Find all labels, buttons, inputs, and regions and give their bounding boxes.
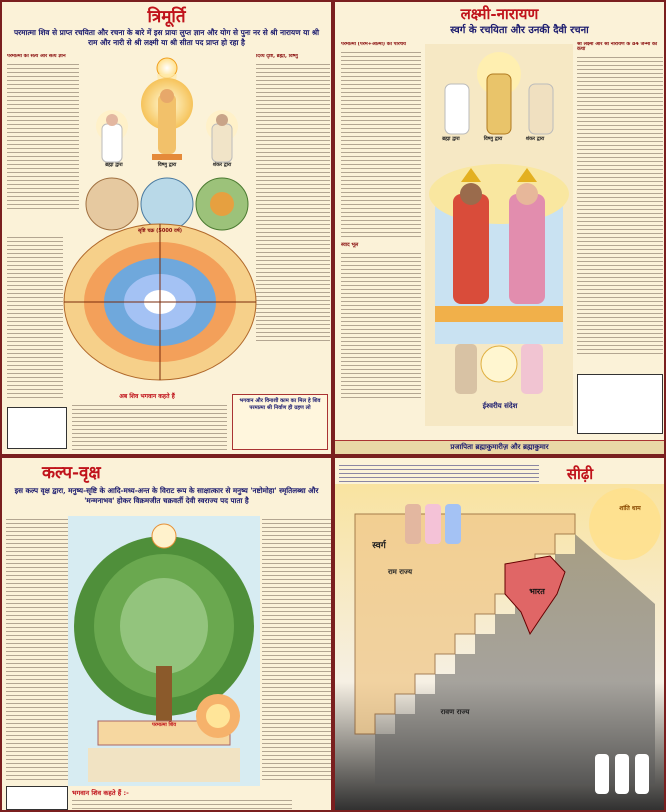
lakshmi-svg xyxy=(425,44,573,426)
text-lines xyxy=(262,516,332,781)
figure-label-shankar: शंकर द्वारा xyxy=(525,136,545,142)
tree-root-label: परमात्मा शिव xyxy=(151,722,177,728)
address-box xyxy=(6,786,68,810)
address-box xyxy=(7,407,67,449)
label-shanti-dham: शांति धाम xyxy=(619,505,641,512)
lakshmi-narayan-illustration xyxy=(425,44,573,426)
trimurti-mid-heading: दिव्य दृष्टि, ब्रह्मा, विष्णु xyxy=(256,54,298,59)
kalp-bottom-text xyxy=(72,797,292,811)
lakshmi-subtitle: स्वर्ग के रचयिता और उनकी दैवी रचना xyxy=(450,25,589,36)
trimurti-illustration xyxy=(82,54,252,244)
figure-label-shankar: शंकर द्वारा xyxy=(212,162,232,168)
trimurti-bottom-text xyxy=(72,402,227,452)
lakshmi-title: लक्ष्मी-नारायण xyxy=(460,5,539,23)
text-lines xyxy=(6,516,68,781)
text-lines xyxy=(7,234,63,399)
trimurti-left-text xyxy=(7,54,79,224)
trimurti-bottom-heading: अब शिव भगवान कहते हैं xyxy=(119,393,175,400)
trimurti-figures-svg xyxy=(82,54,252,244)
text-lines xyxy=(72,402,227,450)
kalp-bottom-heading: भगवान शिव कहते हैं :- xyxy=(72,789,129,797)
address-box xyxy=(577,374,663,434)
text-lines xyxy=(339,462,539,482)
text-lines xyxy=(7,61,79,211)
sidhi-svg xyxy=(335,484,666,812)
text-lines xyxy=(577,54,663,354)
text-lines xyxy=(72,797,292,811)
label-ravan-rajya: रावण राज्य xyxy=(440,708,470,716)
lakshmi-right-text xyxy=(577,42,663,372)
tree-svg xyxy=(68,516,260,786)
lakshmi-left-text xyxy=(341,42,421,412)
lakshmi-middle-heading: स्वाद भूल xyxy=(341,242,359,249)
kalp-title: कल्प-वृक्ष xyxy=(42,463,101,483)
figure-label-vishnu: विष्णु द्वारा xyxy=(157,162,177,168)
sidhi-illustration xyxy=(335,484,666,812)
lakshmi-right-heading: श्री लक्ष्मी और श्री नारायण के 84 जन्मों की कथा xyxy=(577,42,658,53)
figure-label-brahma: ब्रह्मा द्वारा xyxy=(442,136,460,142)
kalp-right-text xyxy=(262,516,332,786)
trimurti-panel xyxy=(0,0,333,456)
trimurti-left-heading: परमात्मा का सत्य और सत्य ज्ञान xyxy=(7,54,66,59)
lakshmi-footer: प्रजापिता ब्रह्माकुमारीज़ और ब्रह्माकुमार xyxy=(335,440,664,454)
wheel-caption: सृष्टि चक्र (5000 वर्ष) xyxy=(138,228,182,234)
kalp-tree-illustration xyxy=(68,516,260,786)
ishwariya-sandesh: ईश्वरीय संदेश xyxy=(482,402,518,410)
kalp-vriksh-panel xyxy=(0,456,333,812)
trimurti-right-text xyxy=(256,54,330,354)
sidhi-panel xyxy=(333,456,666,812)
kalp-subtitle: इस कल्प वृक्ष द्वारा, मनुष्य-सृष्टि के आदि-मध्य-अन्त के विराट रूप के साक्षात्कार से मनुष्य 'नष्टोमोहा' स्मृतिलब्धा और 'मन्मनाभव' होकर विक्रमजीत चक्रवर्ती देवी स्वराज्य पद पाता है xyxy=(14,486,319,505)
figure-label-vishnu: विष्णु द्वारा xyxy=(483,136,503,142)
lakshmi-narayan-panel xyxy=(333,0,666,456)
sidhi-title: सीढ़ी xyxy=(566,465,594,483)
srishti-chakra xyxy=(60,222,260,382)
lakshmi-left-heading: परमात्मा (परम+आत्मा) का परिचय xyxy=(341,42,406,47)
label-ram-rajya: राम राज्य xyxy=(387,568,413,576)
trimurti-title: त्रिमूर्ति xyxy=(147,7,186,27)
text-lines xyxy=(256,61,330,341)
sidhi-top-text xyxy=(339,462,539,484)
kalp-left-text xyxy=(6,516,68,786)
label-bharat: भारत xyxy=(529,587,545,596)
label-swarg: स्वर्ग xyxy=(372,541,386,551)
trimurti-subtitle: परमात्मा शिव से प्राप्त रचयिता और रचना के बारे में इस प्रायः लुप्त ज्ञान और योग से पुनः नर से श्री नारायण या श्री राम और नारी से श्री लक्ष्मी या श्री सीता पद प्राप्त हो रहा है xyxy=(13,28,320,47)
trimurti-callout: भगवान और विनाशी काम का मिल हे शिव परमात्मा श्री निर्वाण ही ग्रहण लो xyxy=(232,394,328,450)
trimurti-left-bottom-text xyxy=(7,234,63,404)
figure-label-brahma: ब्रह्मा द्वारा xyxy=(105,162,123,168)
wheel-svg xyxy=(60,222,260,382)
text-lines xyxy=(341,250,421,400)
text-lines xyxy=(341,49,421,239)
